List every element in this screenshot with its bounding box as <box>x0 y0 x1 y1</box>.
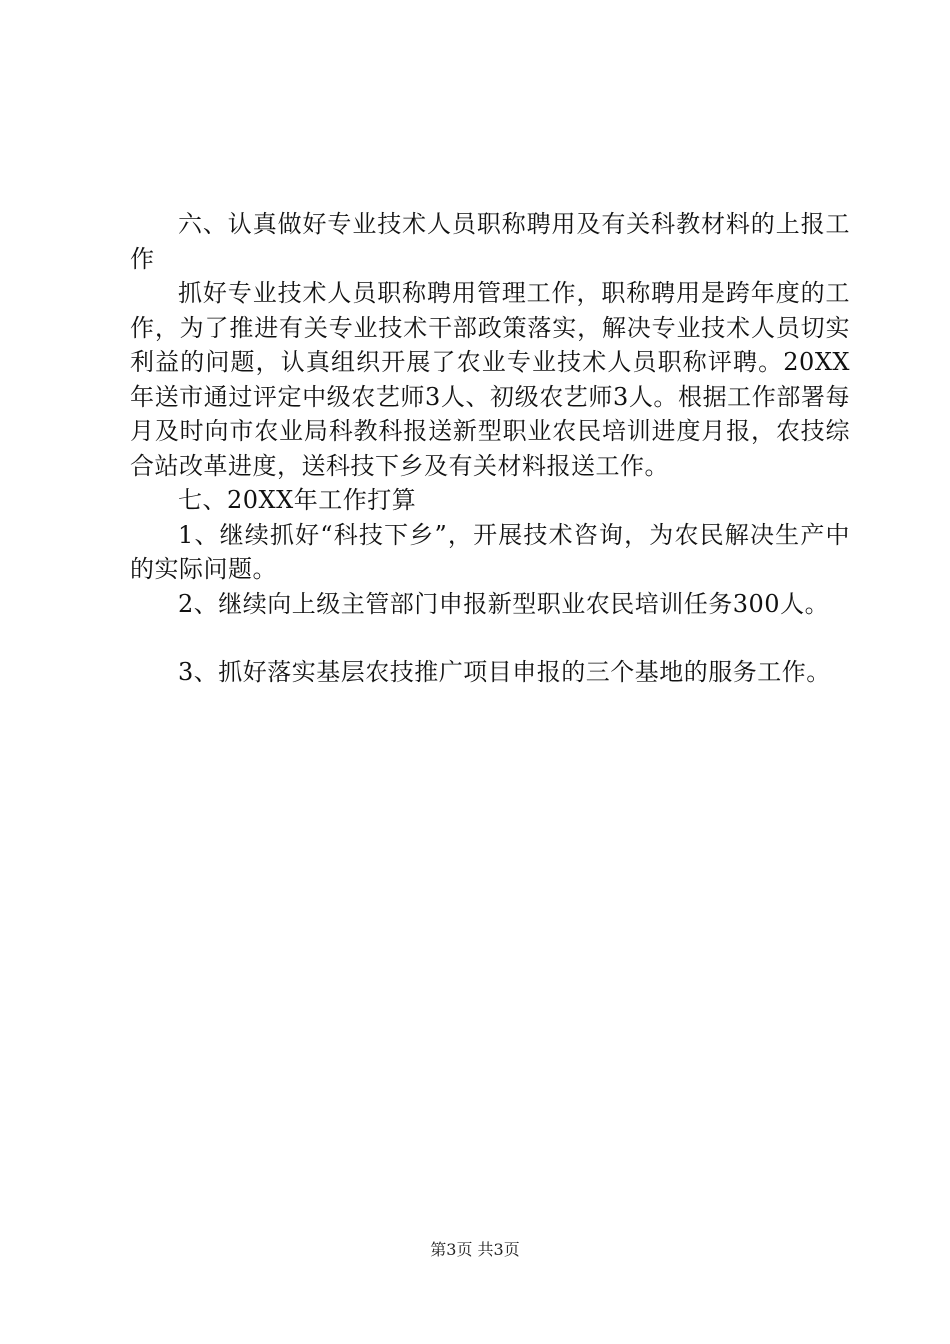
plan-item-3: 3、抓好落实基层农技推广项目申报的三个基地的服务工作。 <box>178 658 831 686</box>
plan-item-2: 2、继续向上级主管部门申报新型职业农民培训任务300人。 <box>178 589 830 618</box>
paragraph-spacer <box>130 621 850 655</box>
section-heading-seven: 七、20XX年工作打算 <box>178 486 417 514</box>
document-body <box>130 207 850 690</box>
plan-item-1: 1、继续抓好“科技下乡”，开展技术咨询，为农民解决生产中的实际问题。 <box>130 520 850 583</box>
section-heading-six: 六、认真做好专业技术人员职称聘用及有关科教材料的上报工作 <box>130 210 850 273</box>
page-footer: 第3页 共3页 <box>430 1240 520 1259</box>
body-paragraph-title-management: 抓好专业技术人员职称聘用管理工作，职称聘用是跨年度的工作，为了推进有关专业技术干部政策落实，解决专业技术人员切实利益的问题，认真组织开展了农业专业技术人员职称评聘。20XX年送市通过评定中级农艺师3人、初级农艺师3人。根据工作部署每月及时向市农业局科教科报送新型职业农民培训进度月报，农技综合站改革进度，送科技下乡及有关材料报送工作。 <box>130 279 850 480</box>
